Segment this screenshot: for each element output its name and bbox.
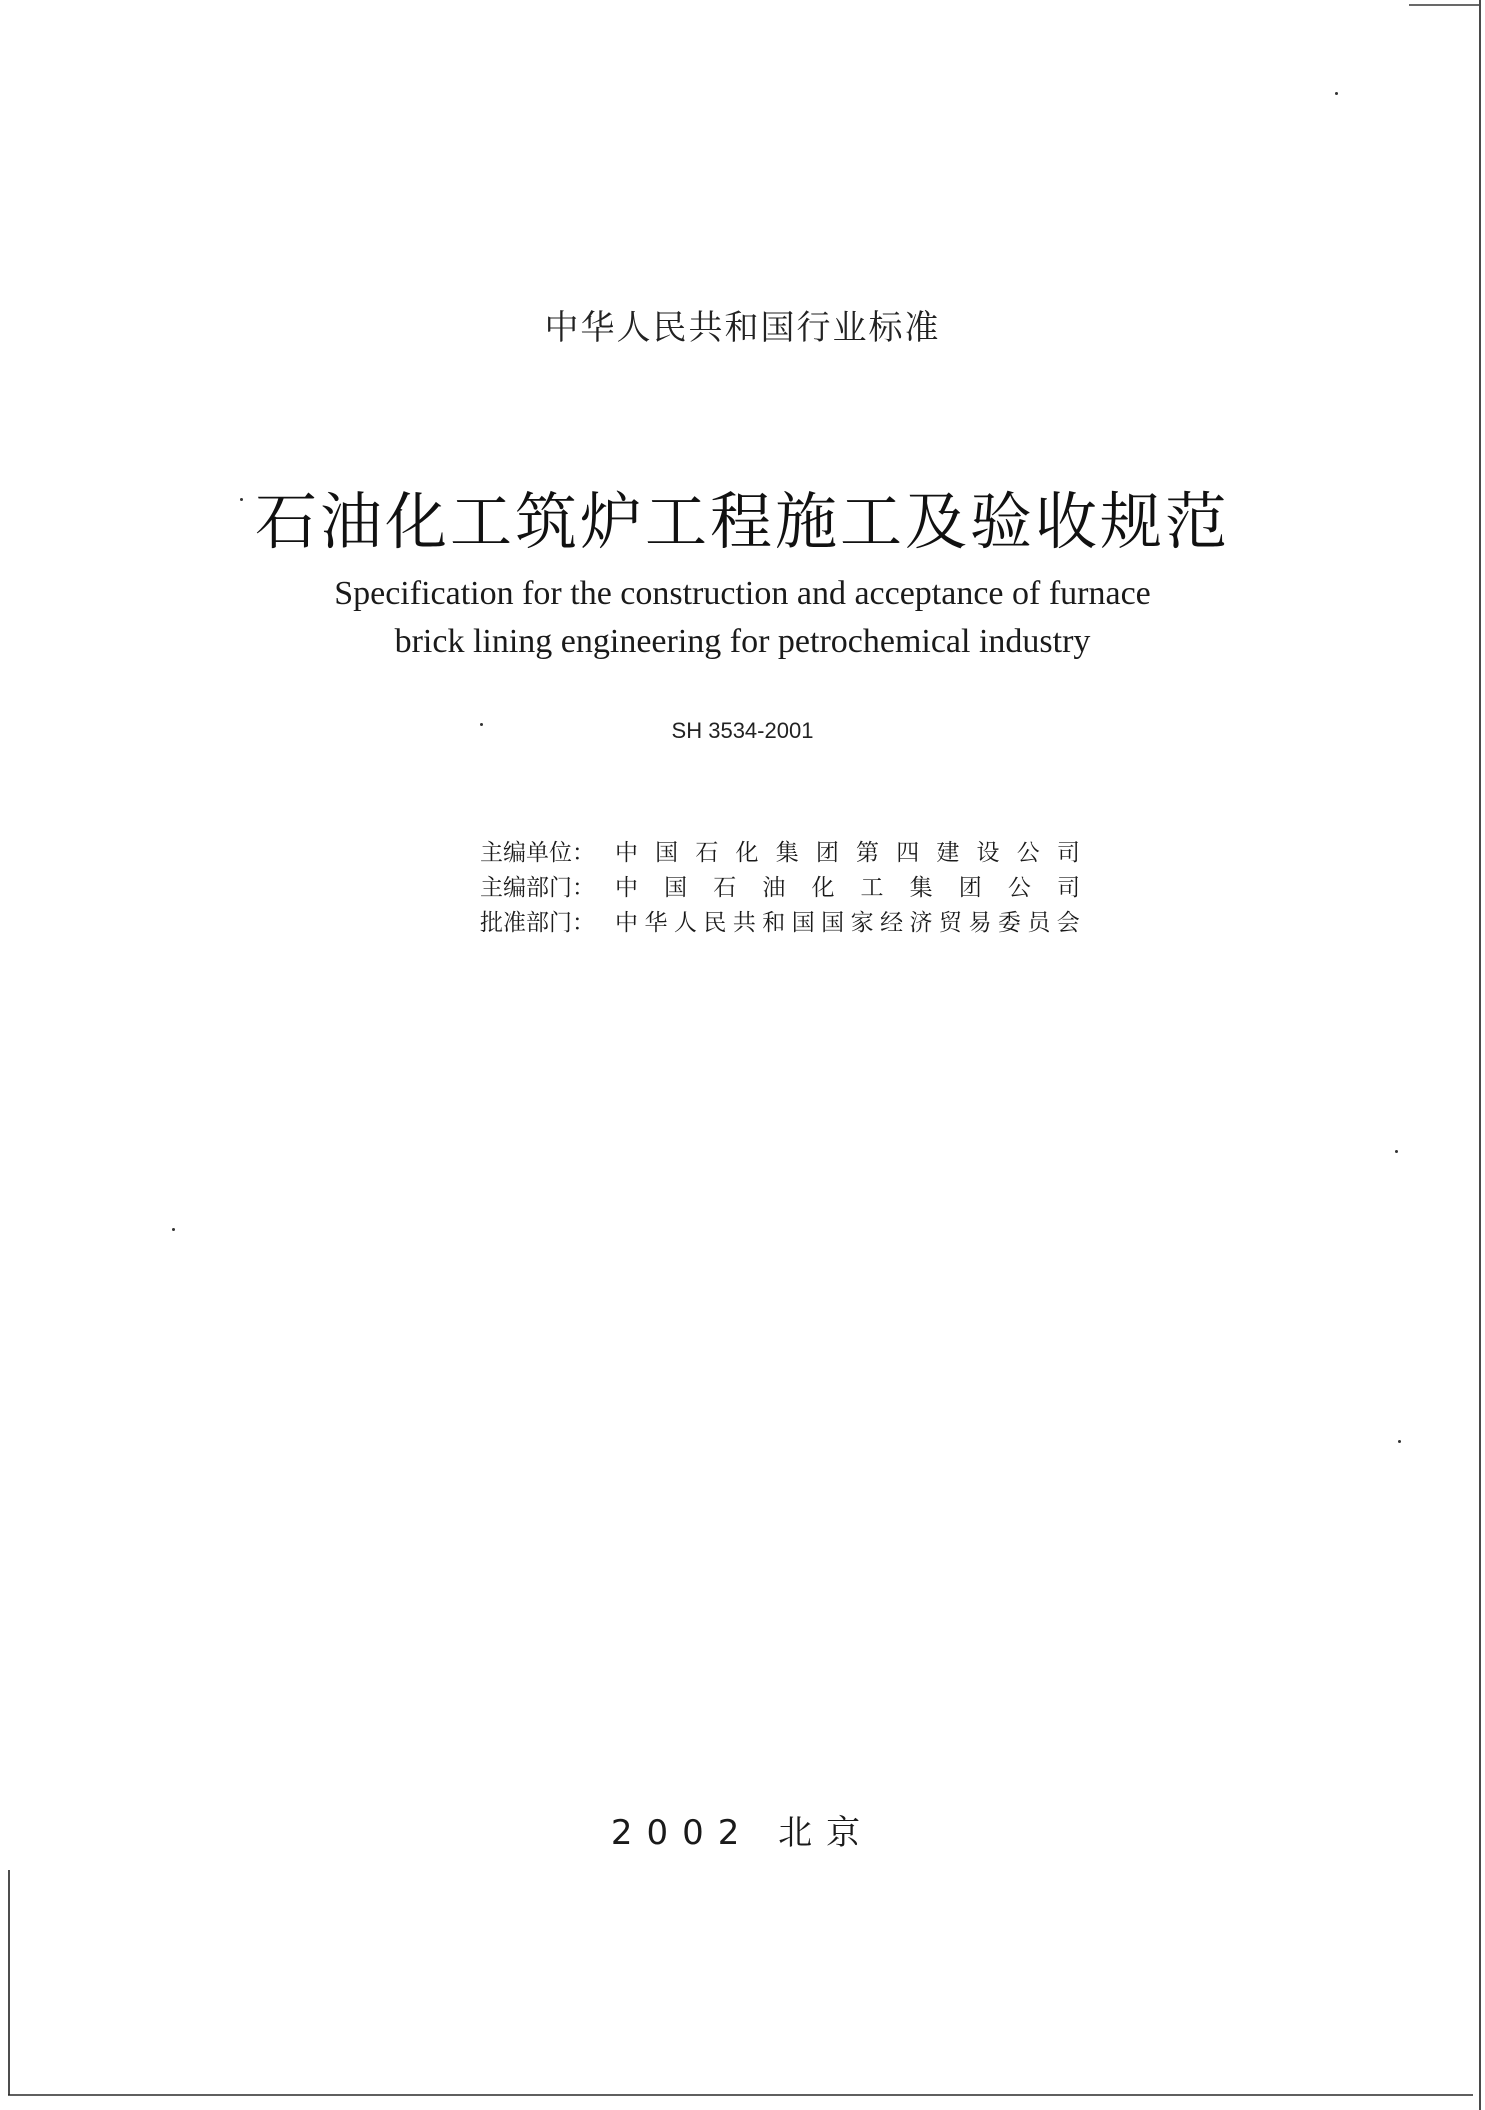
org-value: 中 华 人 民 共 和 国 国 家 经 济 贸 易 委 员 会 bbox=[615, 910, 1080, 936]
scan-speck bbox=[1395, 1150, 1398, 1153]
scan-edge-left bbox=[8, 1870, 10, 2095]
scan-speck bbox=[172, 1228, 175, 1231]
scan-speck bbox=[1398, 1440, 1401, 1443]
standard-number: SH 3534-2001 bbox=[671, 718, 814, 743]
title-en-line: Specification for the construction and acceptance of furnace bbox=[334, 575, 1151, 612]
scan-speck bbox=[1335, 92, 1338, 95]
organizations-block bbox=[480, 836, 1080, 941]
org-label: 主编部门： bbox=[480, 875, 595, 901]
document-title-en bbox=[0, 570, 1485, 666]
scan-edge-bottom bbox=[8, 2094, 1473, 2096]
org-value: 中 国 石 油 化 工 集 团 公 司 bbox=[615, 875, 1080, 901]
org-label: 主编单位： bbox=[480, 840, 595, 866]
scan-edge-top bbox=[1409, 4, 1479, 6]
org-row-editor-department bbox=[480, 871, 1080, 906]
document-title-cn: 石油化工筑炉工程施工及验收规范 bbox=[254, 485, 1230, 558]
standard-category: 中华人民共和国行业标准 bbox=[544, 308, 941, 348]
org-value: 中 国 石 化 集 团 第 四 建 设 公 司 bbox=[615, 840, 1080, 866]
title-en-line: brick lining engineering for petrochemical industry bbox=[394, 623, 1091, 660]
publication-imprint: 2002 北京 bbox=[610, 1813, 875, 1853]
org-row-approval-department bbox=[480, 906, 1080, 941]
org-label: 批准部门： bbox=[480, 910, 595, 936]
org-row-editor-unit bbox=[480, 836, 1080, 871]
